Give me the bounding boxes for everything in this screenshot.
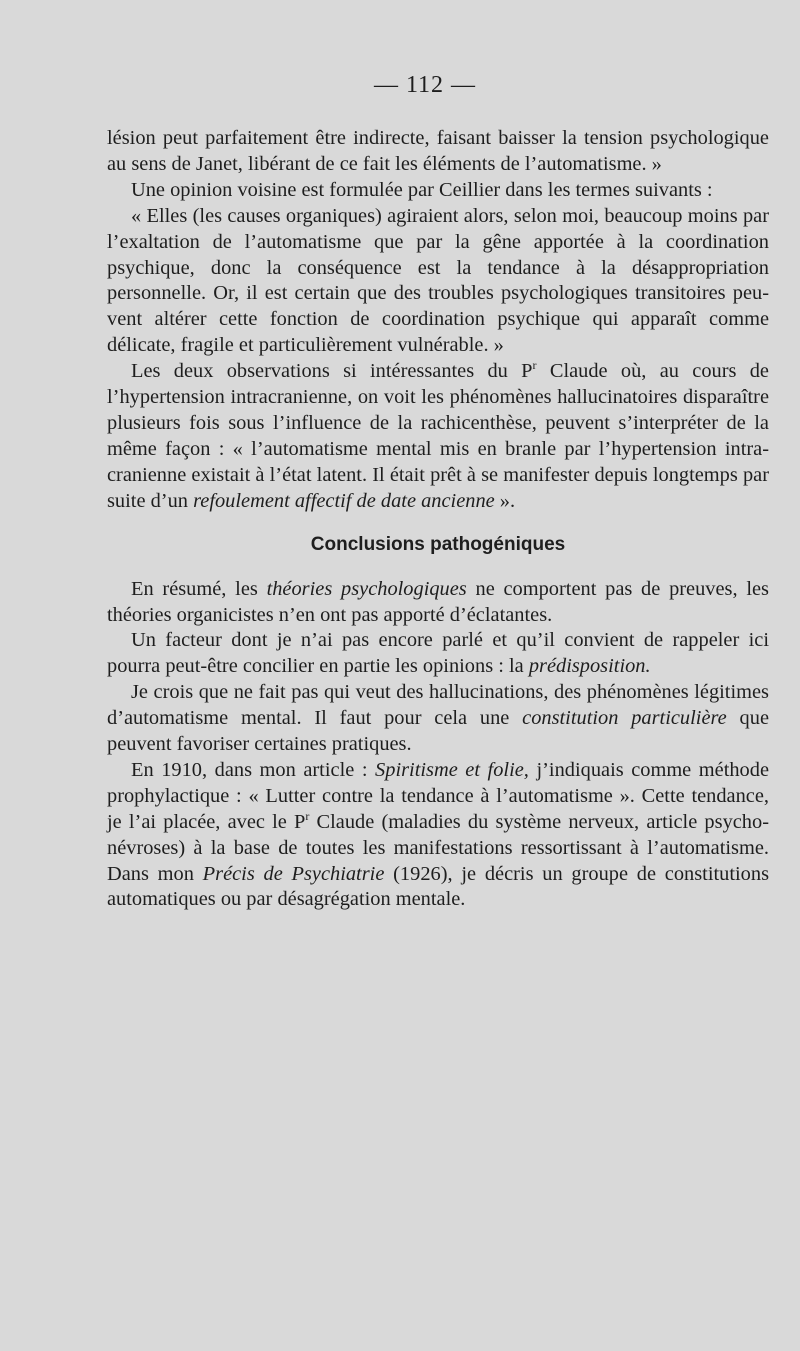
p7-italic: constitution particulière [522,707,727,730]
body-text [107,126,769,913]
p4-text-b: Claude où, au cours de l’hypertension intracranienne, on voit les phénomènes hallucinatoires disparaître plusieurs fois sous l’influence de la rachicenthèse, peuvent s’interpréter de la même façon : « l’automatisme mental mis en branle par l’hypertension intracranienne existait à l’état latent. Il était prêt à se manifester depuis longtemps par suite d’un [107,360,769,512]
paragraph-2: Une opinion voisine est formulée par Ceillier dans les termes suivants : [131,178,713,201]
p4-italic: refoulement affectif de date ancienne [193,489,495,512]
p4-superscript: r [532,358,537,373]
paragraph-1: lésion peut parfaitement être indirecte, faisant baisser la tension psychologique au sens de Janet, libérant de ce fait les éléments de l’automatisme. » [107,127,769,175]
paragraph-3-quote: « Elles (les causes organiques) agiraient alors, selon moi, beaucoup moins par l’exaltation de l’automatisme que par la gêne apportée à la coordination psychique, donc la conséquence est la tendance à la désappropriation personnelle. Or, il est certain que des troubles psychologiques transitoires peuvent altérer cette fonction de coordination psychique qui apparaît comme délicate, fragile et particulièrement vulnérable. » [107,204,769,357]
p6-italic: prédisposition. [528,655,651,678]
p8-text-c: Claude (maladies du système nerveux, article psycho-névroses) à la base de toutes les manifestations ressortissant à l’automatisme. Dans mon [107,810,769,885]
section-heading: Conclusions pathogéniques [310,533,566,555]
p8-italic-1: Spiritisme et folie, [375,758,529,781]
paragraph-6 [107,628,769,680]
page-number: — 112 — [373,72,477,98]
paragraph-4 [107,359,769,514]
p8-text-d: (1926), je décris un groupe de constitutions automatiques ou par désagrégation mentale. [107,862,770,911]
p5-text-b: ne comportent pas de preuves, les théories organicistes n’en ont pas apporté d’éclatantes. [107,577,769,626]
p7-text-b: que peuvent favoriser certaines pratiques. [107,707,769,756]
p5-italic: théories psychologiques [266,577,467,600]
p6-text-a: Un facteur dont je n’ai pas encore parlé et qu’il convient de rappeler ici pourra peut-être concilier en partie les opinions : la [107,629,769,678]
p4-text-a: Les deux observations si intéressantes du P [131,360,533,383]
p8-text-b: j’indiquais comme méthode prophylactique : « Lutter contre la tendance à l’automatisme ». Cette tendance, je l’ai placée, avec le P [107,758,769,833]
paragraph-8 [107,758,769,913]
p5-text-a: En résumé, les [131,577,267,600]
p8-superscript: r [305,808,310,823]
paragraph-7 [107,680,769,758]
p8-text-a: En 1910, dans mon article : [131,758,376,781]
p7-text-a: Je crois que ne fait pas qui veut des hallucinations, des phénomènes légitimes d’automatisme mental. Il faut pour cela une [107,681,769,730]
paragraph-5 [107,577,769,629]
p4-text-c: ». [494,489,516,512]
p8-italic-2: Précis de Psychiatrie [202,862,385,885]
